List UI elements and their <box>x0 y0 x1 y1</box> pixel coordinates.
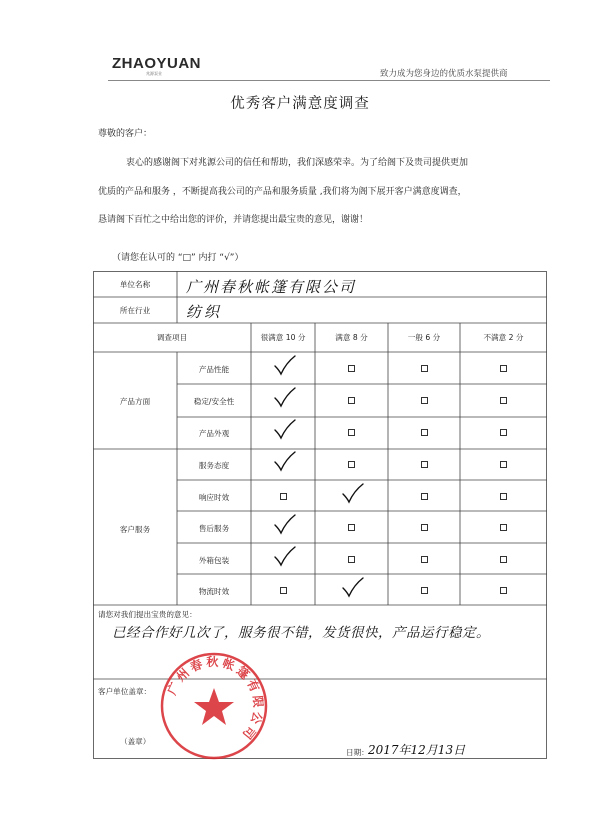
company-name-value[interactable]: 广州春秋帐篷有限公司 <box>186 278 357 296</box>
header-unsatisfied: 不满意 2 分 <box>483 333 524 342</box>
feedback-label: 请您对我们提出宝贵的意见： <box>98 610 197 619</box>
rating-checkbox[interactable] <box>421 524 428 531</box>
row-label-after-sales: 售后服务 <box>198 524 230 533</box>
company-stamp <box>158 650 270 762</box>
greeting: 尊敬的客户： <box>98 129 153 139</box>
group-product: 产品方面 <box>119 397 151 406</box>
rating-checkbox[interactable] <box>500 429 507 436</box>
intro-line-2: 优质的产品和服务 ，不断提高我公司的产品和服务质量 ,我们将为阁下展开客户满意度调查， <box>98 187 467 197</box>
stamp-text: 广州春秋帐篷有限公司 <box>164 654 266 744</box>
rating-checkbox[interactable] <box>280 493 287 500</box>
rating-checkbox[interactable] <box>500 587 507 594</box>
rating-checkbox[interactable] <box>348 461 355 468</box>
rating-checkbox[interactable] <box>500 365 507 372</box>
slogan: 致力成为您身边的优质水泵提供商 <box>380 69 508 79</box>
brand-logo: ZHAOYUAN <box>112 55 201 72</box>
header-survey-item: 调查项目 <box>156 333 188 342</box>
rating-checkbox[interactable] <box>421 493 428 500</box>
row-label-appearance: 产品外观 <box>198 429 230 438</box>
seal-label: 客户单位盖章： <box>98 687 152 696</box>
check-mark-icon[interactable] <box>340 576 366 600</box>
industry-label: 所在行业 <box>119 306 151 315</box>
rating-checkbox[interactable] <box>500 397 507 404</box>
instruction: （请您在认可的 “□” 内打 “√”） <box>112 253 244 263</box>
header-very-satisfied: 很满意 10 分 <box>260 333 306 342</box>
rating-checkbox[interactable] <box>348 524 355 531</box>
check-mark-icon[interactable] <box>272 386 298 410</box>
industry-value[interactable]: 纺织 <box>186 303 223 321</box>
row-label-packaging: 外箱包装 <box>198 556 230 565</box>
check-mark-icon[interactable] <box>340 482 366 506</box>
rating-checkbox[interactable] <box>421 587 428 594</box>
row-label-stability: 稳定/安全性 <box>193 397 235 406</box>
rating-checkbox[interactable] <box>500 524 507 531</box>
header-satisfied: 满意 8 分 <box>335 333 368 342</box>
intro-line-3: 恳请阁下百忙之中给出您的评价，并请您提出最宝贵的意见，谢谢！ <box>98 215 369 225</box>
rating-checkbox[interactable] <box>421 429 428 436</box>
check-mark-icon[interactable] <box>272 513 298 537</box>
rating-checkbox[interactable] <box>348 365 355 372</box>
rating-checkbox[interactable] <box>500 493 507 500</box>
stamp-star-icon <box>194 688 234 725</box>
date-value[interactable]: 2017年12月13日 <box>368 743 466 757</box>
brand-subtitle: 兆源泵业 <box>146 71 162 76</box>
check-mark-icon[interactable] <box>272 354 298 378</box>
rating-checkbox[interactable] <box>421 556 428 563</box>
rating-checkbox[interactable] <box>348 429 355 436</box>
seal-note: （盖章） <box>120 737 151 746</box>
rating-checkbox[interactable] <box>500 461 507 468</box>
header-divider <box>108 80 550 81</box>
rating-checkbox[interactable] <box>500 556 507 563</box>
date-label: 日期： <box>346 748 369 757</box>
rating-checkbox[interactable] <box>348 397 355 404</box>
check-mark-icon[interactable] <box>272 418 298 442</box>
rating-checkbox[interactable] <box>421 365 428 372</box>
group-service: 客户服务 <box>119 525 151 534</box>
rating-checkbox[interactable] <box>421 397 428 404</box>
row-label-response: 响应时效 <box>198 493 230 502</box>
row-label-performance: 产品性能 <box>198 365 230 374</box>
company-name-label: 单位名称 <box>119 280 151 289</box>
feedback-value[interactable]: 已经合作好几次了，服务很不错，发货很快，产品运行稳定。 <box>112 625 490 641</box>
intro-line-1: 衷心的感谢阁下对兆源公司的信任和帮助，我们深感荣幸。为了给阁下及贵司提供更加 <box>126 158 469 168</box>
rating-checkbox[interactable] <box>280 587 287 594</box>
header-average: 一般 6 分 <box>407 333 441 342</box>
page-title: 优秀客户满意度调查 <box>230 96 370 112</box>
check-mark-icon[interactable] <box>272 450 298 474</box>
row-label-logistics: 物流时效 <box>198 587 230 596</box>
rating-checkbox[interactable] <box>348 556 355 563</box>
rating-checkbox[interactable] <box>421 461 428 468</box>
row-label-attitude: 服务态度 <box>198 461 230 470</box>
check-mark-icon[interactable] <box>272 545 298 569</box>
